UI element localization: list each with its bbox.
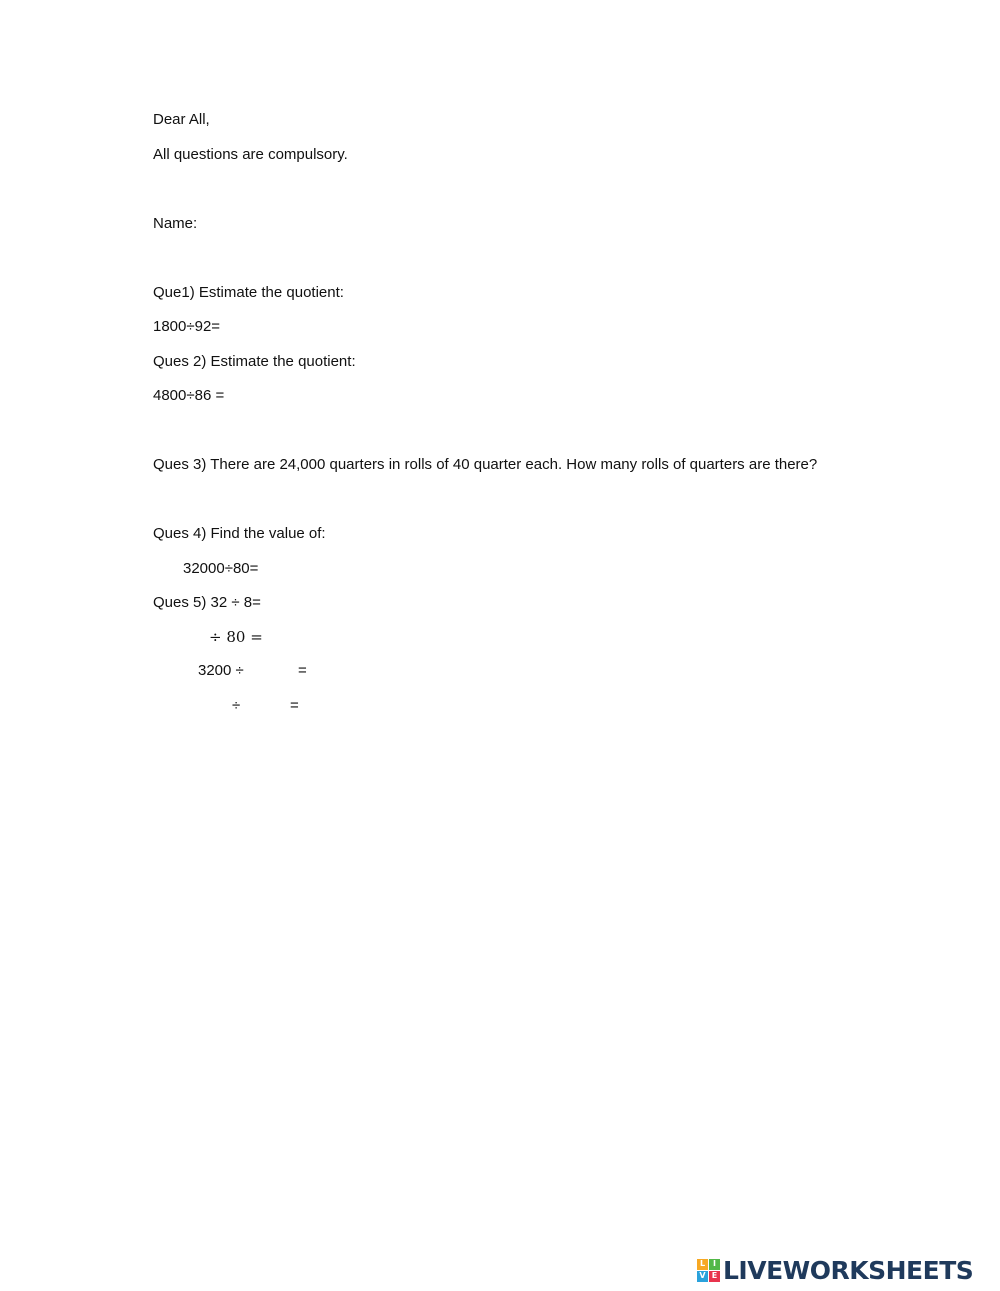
name-label: Name: [153, 215, 198, 232]
question-2-expression: 4800÷86 = [153, 387, 225, 404]
question-5-line-c-left: ÷ [232, 697, 241, 714]
question-5-line-c-right: = [290, 697, 299, 714]
question-5-line-b-right: = [298, 662, 307, 679]
question-1-prompt: Que1) Estimate the quotient: [153, 284, 344, 301]
logo-letter-v: V [697, 1271, 708, 1282]
question-1-expression: 1800÷92= [153, 318, 221, 335]
live-logo-icon [697, 1259, 720, 1282]
question-3-prompt: Ques 3) There are 24,000 quarters in rolls of 40 quarter each. How many rolls of quarters are there? [153, 456, 818, 473]
brand-name: LIVEWORKSHEETS [723, 1255, 974, 1285]
logo-letter-i: I [709, 1259, 720, 1270]
liveworksheets-logo [697, 1257, 973, 1283]
question-5-line-a: ÷ 80 = [209, 628, 263, 646]
logo-letter-l: L [697, 1259, 708, 1270]
logo-letter-e: E [709, 1271, 720, 1282]
question-5-prompt: Ques 5) 32 ÷ 8= [153, 594, 261, 611]
instruction: All questions are compulsory. [153, 146, 348, 163]
question-4-prompt: Ques 4) Find the value of: [153, 525, 326, 542]
question-4-expression: 32000÷80= [183, 560, 259, 577]
greeting: Dear All, [153, 111, 210, 128]
question-2-prompt: Ques 2) Estimate the quotient: [153, 353, 356, 370]
question-5-line-b-left: 3200 ÷ [198, 662, 244, 679]
